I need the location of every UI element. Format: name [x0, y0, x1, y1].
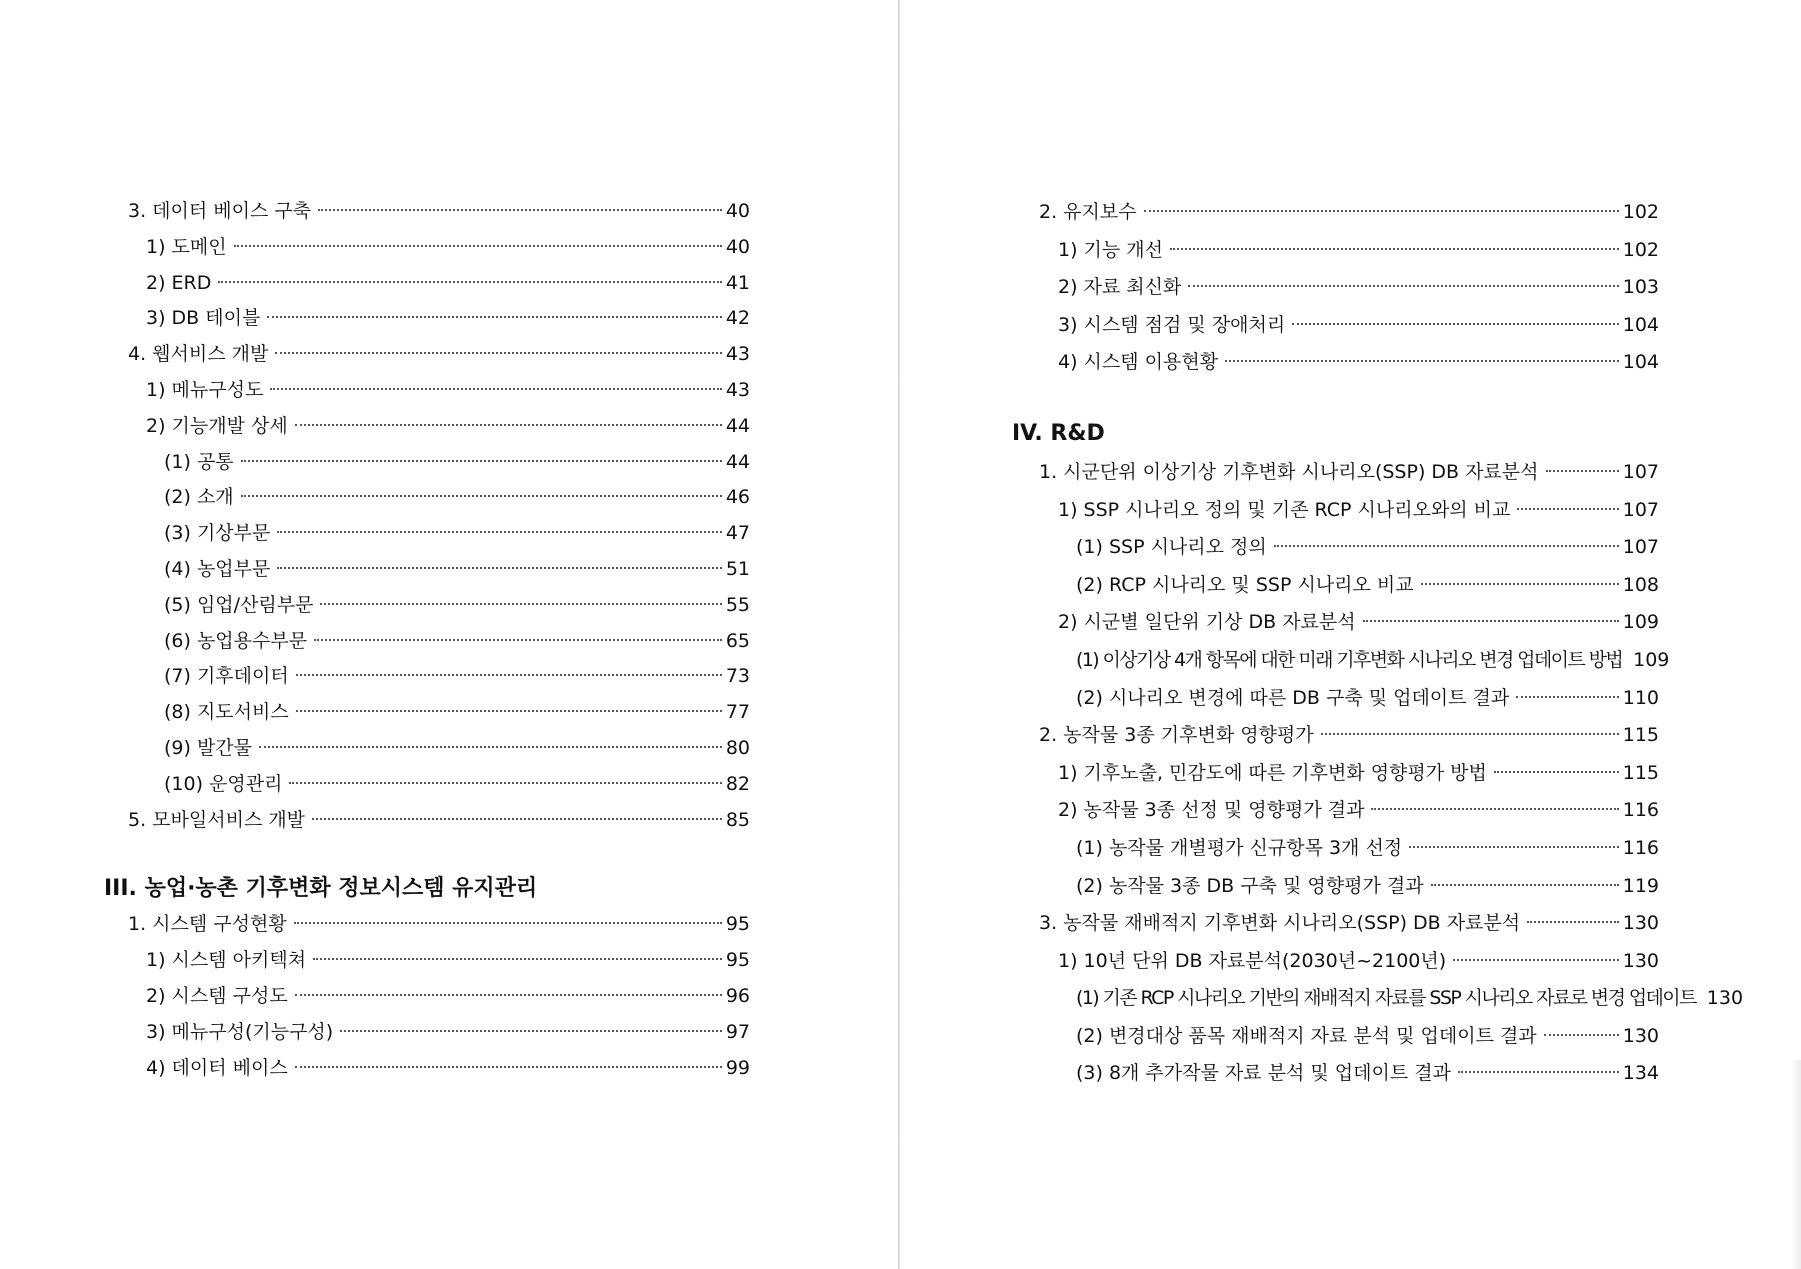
dot-leader — [295, 994, 722, 996]
dot-leader — [277, 567, 721, 569]
toc-entry[interactable] — [1012, 454, 1659, 492]
toc-entry[interactable] — [1012, 232, 1659, 270]
toc-section — [1012, 454, 1744, 1093]
dot-leader — [234, 245, 722, 247]
toc-entry-label: (6) 농업용수부문 — [164, 629, 308, 652]
toc-entry-label: (2) 시나리오 변경에 따른 DB 구축 및 업데이트 결과 — [1076, 686, 1510, 709]
page-curl-shadow — [1791, 1060, 1801, 1269]
toc-entry-label: 2) 자료 최신화 — [1058, 276, 1182, 299]
toc-entry[interactable] — [1012, 905, 1659, 943]
toc-entry[interactable] — [1012, 868, 1659, 906]
dot-leader — [1225, 360, 1619, 362]
toc-entry-label: 1) SSP 시나리오 정의 및 기존 RCP 시나리오와의 비교 — [1058, 498, 1511, 521]
toc-entry[interactable] — [104, 1051, 750, 1087]
toc-list — [1012, 194, 1744, 1093]
dot-leader — [340, 1030, 722, 1032]
dot-leader — [1363, 620, 1619, 622]
toc-entry-label: (2) 변경대상 품목 재배적지 자료 분석 및 업데이트 결과 — [1076, 1024, 1537, 1047]
toc-entry[interactable] — [104, 695, 750, 731]
dot-leader — [1431, 884, 1619, 886]
toc-entry-page-number: 85 — [725, 808, 750, 831]
toc-entry[interactable] — [104, 731, 750, 767]
dot-leader — [1421, 583, 1619, 585]
toc-entry-page-number: 73 — [725, 665, 750, 688]
toc-entry-page-number: 44 — [725, 414, 750, 437]
dot-leader — [241, 460, 722, 462]
toc-entry[interactable] — [1012, 830, 1659, 868]
toc-list — [104, 194, 750, 1086]
toc-entry-label: (10) 운영관리 — [164, 772, 283, 795]
toc-entry-page-number: 116 — [1622, 836, 1659, 859]
toc-entry-label: 2. 유지보수 — [1039, 201, 1137, 223]
toc-entry-label: (1) 기존 RCP 시나리오 기반의 재배적지 자료를 SSP 시나리오 자료로 변경 업데이트 — [1076, 987, 1696, 1010]
toc-section — [104, 907, 750, 1086]
toc-entry-label: 4. 웹서비스 개발 — [128, 343, 269, 366]
toc-entry[interactable] — [1012, 194, 1659, 232]
toc-entry-page-number: 119 — [1622, 874, 1659, 897]
toc-entry-page-number: 130 — [1622, 949, 1659, 972]
toc-entry-page-number: 55 — [725, 593, 750, 616]
toc-entry[interactable] — [1012, 755, 1659, 793]
toc-entry-label: 3) 메뉴구성(기능구성) — [146, 1020, 334, 1043]
dot-leader — [313, 958, 722, 960]
toc-entry-label: (7) 기후데이터 — [164, 665, 289, 688]
toc-entry-label: 2) 기능개발 상세 — [146, 414, 288, 437]
toc-entry-label: 1) 도메인 — [146, 235, 227, 258]
toc-entry-label: (1) SSP 시나리오 정의 — [1076, 536, 1267, 559]
dot-leader — [1517, 508, 1618, 510]
toc-entry-page-number: 110 — [1622, 686, 1659, 709]
toc-entry-page-number: 102 — [1622, 238, 1659, 261]
toc-entry-page-number: 108 — [1622, 573, 1659, 596]
toc-entry-label: 1. 시스템 구성현황 — [128, 913, 287, 936]
dot-leader — [1546, 470, 1619, 472]
toc-entry[interactable] — [1012, 604, 1659, 642]
dot-leader — [1516, 696, 1618, 698]
toc-entry-label: (3) 기상부문 — [164, 522, 271, 545]
toc-entry-label: (3) 8개 추가작물 자료 분석 및 업데이트 결과 — [1076, 1062, 1451, 1085]
dot-leader — [267, 316, 722, 318]
dot-leader — [295, 1066, 722, 1068]
toc-entry-page-number: 96 — [725, 984, 750, 1007]
toc-entry[interactable] — [1012, 717, 1659, 755]
right-page — [900, 0, 1801, 1269]
dot-leader — [1458, 1071, 1619, 1073]
toc-entry[interactable] — [1012, 680, 1659, 718]
toc-entry[interactable] — [1012, 1055, 1659, 1093]
toc-entry-page-number: 65 — [725, 629, 750, 652]
toc-entry-label: 1) 기후노출, 민감도에 따른 기후변화 영향평가 방법 — [1058, 761, 1487, 784]
toc-entry[interactable] — [104, 480, 750, 516]
toc-entry-label: (1) 공통 — [164, 450, 234, 473]
toc-entry-label: 1) 10년 단위 DB 자료분석(2030년~2100년) — [1058, 949, 1447, 972]
dot-leader — [1527, 921, 1619, 923]
dot-leader — [1453, 959, 1619, 961]
dot-leader — [241, 495, 722, 497]
toc-entry-page-number: 116 — [1622, 799, 1659, 822]
toc-entry[interactable] — [104, 373, 750, 409]
toc-entry[interactable] — [1012, 529, 1659, 567]
toc-entry[interactable] — [104, 445, 750, 481]
toc-entry-label: 3) 시스템 점검 및 장애처리 — [1058, 313, 1286, 336]
dot-leader — [1544, 1034, 1619, 1036]
toc-entry-page-number: 44 — [725, 450, 750, 473]
toc-entry[interactable] — [104, 230, 750, 266]
dot-leader — [1274, 545, 1619, 547]
toc-entry[interactable] — [104, 624, 750, 660]
dot-leader — [1170, 248, 1619, 250]
toc-entry-page-number: 130 — [1622, 912, 1659, 935]
toc-entry[interactable] — [104, 552, 750, 588]
dot-leader — [320, 603, 721, 605]
toc-entry[interactable] — [1012, 943, 1659, 981]
toc-entry-label: 1. 시군단위 이상기상 기후변화 시나리오(SSP) DB 자료분석 — [1039, 460, 1539, 483]
toc-entry-label: (2) RCP 시나리오 및 SSP 시나리오 비교 — [1076, 573, 1414, 596]
dot-leader — [1188, 285, 1618, 287]
toc-entry[interactable] — [104, 337, 750, 373]
dot-leader — [259, 746, 722, 748]
toc-entry-page-number: 51 — [725, 557, 750, 580]
toc-entry-label: 3. 농작물 재배적지 기후변화 시나리오(SSP) DB 자료분석 — [1039, 912, 1521, 935]
toc-entry-label: 1) 메뉴구성도 — [146, 378, 264, 401]
toc-entry-page-number: 104 — [1622, 313, 1659, 336]
chapter-heading: IV. R&D — [1012, 420, 1105, 446]
toc-entry[interactable] — [1012, 269, 1659, 307]
dot-leader — [296, 710, 722, 712]
toc-entry-page-number: 134 — [1622, 1062, 1659, 1085]
toc-entry-label: (2) 소개 — [164, 486, 234, 509]
toc-entry-label: (9) 발간물 — [164, 736, 253, 759]
toc-entry[interactable] — [104, 1015, 750, 1051]
toc-entry-page-number: 41 — [725, 271, 750, 294]
toc-entry-page-number: 102 — [1622, 201, 1659, 223]
toc-entry-label: (5) 임업/산림부문 — [164, 593, 314, 616]
toc-entry-page-number: 95 — [725, 949, 750, 972]
toc-entry-label: 2) 시군별 일단위 기상 DB 자료분석 — [1058, 611, 1356, 634]
toc-entry-label: 5. 모바일서비스 개발 — [128, 808, 306, 831]
toc-entry[interactable] — [1012, 642, 1670, 680]
toc-entry-page-number: 103 — [1622, 276, 1659, 299]
toc-entry-page-number: 109 — [1633, 648, 1670, 671]
toc-entry-page-number: 109 — [1622, 611, 1659, 634]
toc-entry-page-number: 107 — [1622, 460, 1659, 483]
toc-entry-page-number: 47 — [725, 522, 750, 545]
toc-entry-page-number: 80 — [725, 736, 750, 759]
toc-entry[interactable] — [104, 301, 750, 337]
toc-entry-page-number: 130 — [1622, 1024, 1659, 1047]
toc-entry-label: (8) 지도서비스 — [164, 701, 289, 724]
toc-entry[interactable] — [1012, 307, 1659, 345]
toc-entry-label: 4) 시스템 이용현황 — [1058, 351, 1219, 374]
toc-entry[interactable] — [104, 659, 750, 695]
toc-entry-page-number: 40 — [725, 200, 750, 222]
dot-leader — [270, 388, 722, 390]
toc-entry-label: 1) 기능 개선 — [1058, 238, 1163, 261]
toc-entry-label: 1) 시스템 아키텍쳐 — [146, 949, 307, 972]
dot-leader — [218, 281, 721, 283]
toc-entry[interactable] — [1012, 344, 1659, 382]
dot-leader — [1292, 323, 1619, 325]
dot-leader — [296, 674, 722, 676]
toc-entry[interactable] — [1012, 567, 1659, 605]
toc-entry-label: (2) 농작물 3종 DB 구축 및 영향평가 결과 — [1076, 874, 1424, 897]
toc-entry[interactable] — [104, 194, 750, 230]
dot-leader — [295, 424, 722, 426]
toc-entry[interactable] — [104, 943, 750, 979]
toc-entry-label: 2. 농작물 3종 기후변화 영향평가 — [1039, 724, 1314, 747]
toc-entry-page-number: 77 — [725, 701, 750, 724]
toc-entry[interactable] — [1012, 980, 1744, 1018]
toc-entry-page-number: 43 — [725, 378, 750, 401]
toc-section — [1012, 194, 1659, 382]
dot-leader — [318, 209, 722, 211]
toc-entry-page-number: 115 — [1622, 724, 1659, 747]
dot-leader — [314, 639, 722, 641]
toc-entry-label: 2) ERD — [146, 271, 212, 294]
toc-entry-label: (4) 농업부문 — [164, 557, 271, 580]
toc-entry-label: 2) 농작물 3종 선정 및 영향평가 결과 — [1058, 799, 1365, 822]
toc-entry[interactable] — [104, 409, 750, 445]
toc-entry-page-number: 95 — [725, 913, 750, 936]
toc-entry[interactable] — [1012, 792, 1659, 830]
toc-entry-page-number: 99 — [725, 1056, 750, 1079]
toc-entry-page-number: 104 — [1622, 351, 1659, 374]
dot-leader — [1144, 210, 1619, 212]
toc-entry-page-number: 130 — [1706, 987, 1744, 1010]
toc-entry-page-number: 40 — [725, 235, 750, 258]
dot-leader — [294, 922, 722, 924]
dot-leader — [275, 352, 721, 354]
toc-entry-page-number: 107 — [1622, 498, 1659, 521]
toc-entry[interactable] — [1012, 492, 1659, 530]
toc-entry-page-number: 82 — [725, 772, 750, 795]
toc-entry-label: 2) 시스템 구성도 — [146, 984, 288, 1007]
dot-leader — [289, 782, 721, 784]
toc-entry-page-number: 97 — [725, 1020, 750, 1043]
toc-entry[interactable] — [104, 907, 750, 943]
toc-entry-label: 4) 데이터 베이스 — [146, 1056, 288, 1079]
toc-entry[interactable] — [104, 979, 750, 1015]
dot-leader — [1371, 808, 1618, 810]
dot-leader — [277, 531, 721, 533]
toc-entry[interactable] — [104, 588, 750, 624]
toc-entry[interactable] — [104, 266, 750, 302]
toc-entry-label: 3. 데이터 베이스 구축 — [128, 200, 312, 222]
toc-entry-label: 3) DB 테이블 — [146, 307, 261, 330]
toc-entry[interactable] — [1012, 1018, 1659, 1056]
chapter-heading: III. 농업·농촌 기후변화 정보시스템 유지관리 — [104, 876, 538, 902]
toc-entry-page-number: 115 — [1622, 761, 1659, 784]
toc-entry-page-number: 107 — [1622, 536, 1659, 559]
left-page — [0, 0, 898, 1269]
dot-leader — [1409, 846, 1619, 848]
toc-entry[interactable] — [104, 767, 750, 803]
toc-entry[interactable] — [104, 803, 750, 839]
toc-section — [104, 194, 750, 838]
dot-leader — [1321, 733, 1619, 735]
dot-leader — [312, 818, 722, 820]
toc-entry-page-number: 43 — [725, 343, 750, 366]
toc-entry[interactable] — [104, 516, 750, 552]
toc-entry-label: (1) 농작물 개별평가 신규항목 3개 선정 — [1076, 836, 1403, 859]
dot-leader — [1494, 771, 1619, 773]
toc-entry-label: (1) 이상기상 4개 항목에 대한 미래 기후변화 시나리오 변경 업데이트 방법 — [1076, 648, 1623, 671]
toc-entry-page-number: 42 — [725, 307, 750, 330]
toc-entry-page-number: 46 — [725, 486, 750, 509]
